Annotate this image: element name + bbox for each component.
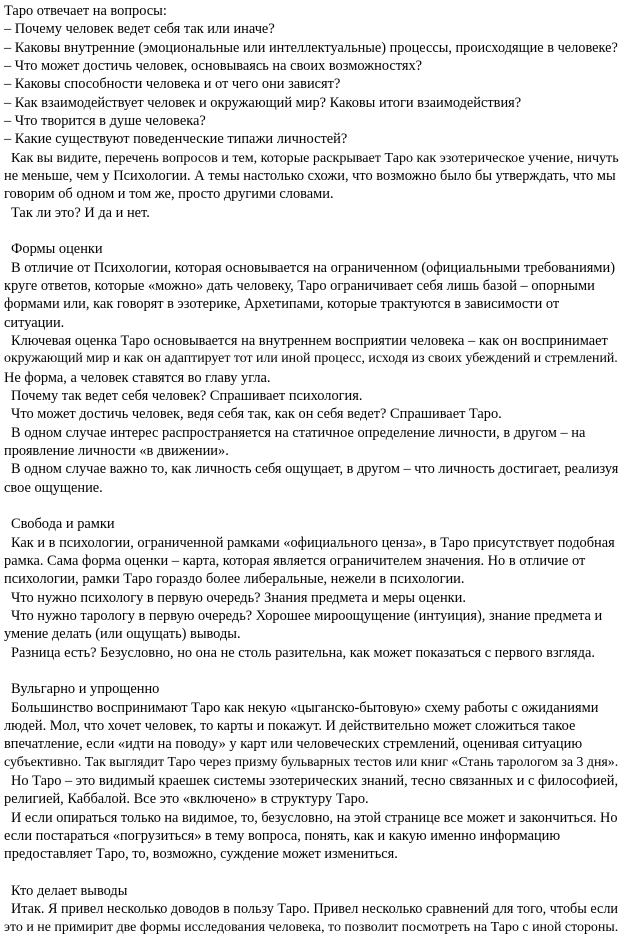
paragraph-line: окружающий мир и как он адаптирует тот или иной процесс, исходя из своих убеждений и стремлений. bbox=[4, 351, 618, 367]
paragraph-line: Что может достичь человек, ведя себя так, как он себя ведет? Спрашивает Таро. bbox=[11, 406, 502, 423]
paragraph-line: Большинство воспринимают Таро как некую «цыганско-бытовую» схему работы с ожиданиями bbox=[11, 699, 599, 716]
paragraph-line: Как вы видите, перечень вопросов и тем, которые раскрывает Таро как эзотерическое учение, ничуть bbox=[11, 149, 619, 166]
paragraph-line: предоставляет Таро, то, возможно, суждение может измениться. bbox=[4, 846, 398, 863]
section-title: Вульгарно и упрощенно bbox=[11, 681, 160, 698]
paragraph-line: психологии, рамки Таро гораздо более либеральные, нежели в психологии. bbox=[4, 571, 465, 588]
question-item: – Как взаимодействует человек и окружающий мир? Каковы итоги взаимодействия? bbox=[4, 94, 522, 111]
paragraph-line: Не форма, а человек ставятся во главу угла. bbox=[4, 369, 271, 386]
paragraph-line: религией, Каббалой. Все это «включено» в структуру Таро. bbox=[4, 791, 369, 808]
intro-heading: Таро отвечает на вопросы: bbox=[4, 3, 167, 19]
paragraph-line: Почему так ведет себя человек? Спрашивает психология. bbox=[11, 388, 363, 404]
paragraph-line: В одном случае важно то, как личность себя ощущает, в другом – что личность достигает, реализуя bbox=[11, 461, 619, 478]
paragraph-line: впечатление, если «идти на поводу» у карт или человеческих стремлений, оценивая ситуацию bbox=[4, 736, 583, 753]
paragraph-line: И если опираться только на видимое, то, безусловно, на этой странице все может и закончиться. Но bbox=[11, 809, 618, 826]
question-item: – Какие существуют поведенческие типажи личностей? bbox=[4, 131, 348, 148]
paragraph-line: Но Таро – это видимый краешек системы эзотерических знаний, тесно связанных и с философией, bbox=[11, 773, 619, 789]
paragraph-line: круге ответов, которые «можно» дать человеку, Таро ограничивает себя лишь базой – опорными bbox=[4, 278, 595, 294]
paragraph-line: Разница есть? Безусловно, но она не столь разительна, как может показаться с первого взгляда. bbox=[11, 644, 595, 661]
question-item: – Почему человек ведет себя так или иначе? bbox=[4, 21, 275, 38]
paragraph-line: ситуации. bbox=[4, 314, 65, 331]
paragraph-line: проявление личности «в движении». bbox=[4, 443, 229, 459]
paragraph-line: Как и в психологии, ограниченной рамками «официального ценза», в Таро присутствует подобная bbox=[11, 534, 615, 551]
paragraph-line: рамка. Сама форма оценки – карта, которая является ограничителем значения. Но в отличие от bbox=[4, 553, 586, 569]
paragraph-line: Итак. Я привел несколько доводов в пользу Таро. Привел несколько сравнений для того, чтобы если bbox=[11, 901, 619, 918]
paragraph-line: людей. Мол, что хочет человек, то карты и покажут. И действительно может сложиться такое bbox=[4, 718, 576, 734]
paragraph-line: свое ощущение. bbox=[4, 479, 103, 496]
paragraph-line: говорим об одном и том же, просто другими словами. bbox=[4, 186, 334, 203]
paragraph-line: умение делать (или ощущать) выводы. bbox=[4, 626, 241, 643]
section-title: Кто делает выводы bbox=[11, 883, 128, 899]
paragraph-line: Что нужно тарологу в первую очередь? Хорошее мироощущение (интуиция), знание предмета и bbox=[11, 608, 603, 624]
paragraph-line: формами или, как говорят в эзотерике, Архетипами, которые трактуются в зависимости от bbox=[4, 296, 560, 313]
question-item: – Что творится в душе человека? bbox=[4, 113, 206, 129]
paragraph-line: субъективно. Так выглядит Таро через призму бульварных тестов или книг «Стань тарологом за 3 дня». bbox=[4, 754, 619, 770]
section-title: Свобода и рамки bbox=[11, 516, 115, 533]
question-item: – Каковы способности человека и от чего они зависят? bbox=[4, 76, 341, 93]
paragraph-line: Что нужно психологу в первую очередь? Знания предмета и меры оценки. bbox=[11, 589, 466, 606]
paragraph-line: если постараться «погрузиться» в тему вопроса, понять, как и какую именно информацию bbox=[4, 828, 561, 844]
paragraph-line: В отличие от Психологии, которая основывается на ограниченном (официальными требованиями) bbox=[11, 259, 615, 276]
paragraph-line: это и не примирит две формы исследования человека, то позволит посмотреть на Таро с иной стороны. bbox=[4, 919, 619, 935]
paragraph-line: Так ли это? И да и нет. bbox=[11, 204, 150, 221]
section-title: Формы оценки bbox=[11, 241, 103, 258]
question-item: – Каковы внутренние (эмоциональные или интеллектуальные) процессы, происходящие в человеке? bbox=[4, 39, 618, 56]
question-item: – Что может достичь человек, основываясь на своих возможностях? bbox=[4, 58, 423, 74]
paragraph-line: не меньше, чем у Психологии. А темы настолько схожи, что возможно было бы утверждать, что мы bbox=[4, 168, 616, 184]
paragraph-line: Ключевая оценка Таро основывается на внутреннем восприятии человека – как он воспринимает bbox=[11, 333, 608, 349]
paragraph-line: В одном случае интерес распространяется на статичное определение личности, в другом – на bbox=[11, 424, 586, 441]
